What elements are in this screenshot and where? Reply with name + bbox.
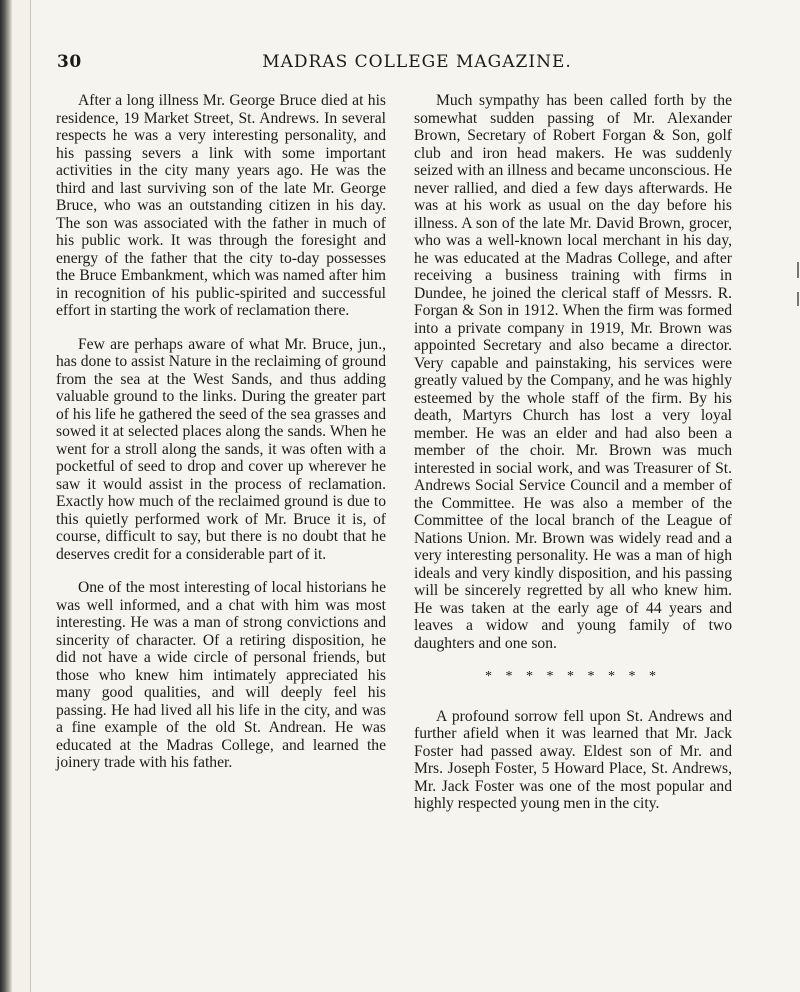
book-binding-edge [0, 0, 12, 992]
page-number: 30 [57, 52, 82, 72]
right-column [414, 92, 732, 829]
obituary-paragraph: Much sympathy has been called forth by the somewhat sudden passing of Mr. Alexander Brown, Secretary of Robert Forgan & Son, golf club and iron head makers. He was suddenly seized with an illness and became unconscious. He never rallied, and died a few days afterwards. He was at his work as usual on the day before his illness. A son of the late Mr. David Brown, grocer, who was a well-known local merchant in his day, he was educated at the Madras College, and after receiving a business training with firms in Dundee, he joined the clerical staff of Messrs. R. Forgan & Son in 1912. When the firm was formed into a private company in 1919, Mr. Brown was appointed Secretary and also became a director. Very capable and painstaking, his services were greatly valued by the Company, and he was highly esteemed by the whole staff of the firm. By his death, Martyrs Church has lost a very loyal member. He was an elder and had also been a member of the choir. Mr. Brown was much interested in social work, and was Treasurer of St. Andrews Social Service Council and a member of the Committee. He was also a member of the Committee of the local branch of the League of Nations Union. Mr. Brown was widely read and a very interesting personality. He was a man of high ideals and very kindly disposition, and his passing will be sincerely regretted by all who knew him. He was taken at the early age of 44 years and leaves a widow and young family of two daughters and one son. [414, 92, 732, 652]
obituary-paragraph: After a long illness Mr. George Bruce died at his residence, 19 Market Street, St. Andrews. In several respects he was a very interesting personality, and his passing severs a link with some important activities in the city many years ago. He was the third and last surviving son of the late Mr. George Bruce, who was an outstanding citizen in his day. The son was associated with the father in much of his public work. It was through the foresight and energy of the father that the city to-day possesses the Bruce Embankment, which was named after him in recognition of his public-spirited and successful effort in starting the work of reclamation there. [56, 92, 386, 319]
page-edge-mark [797, 292, 799, 306]
page-edge-mark [797, 262, 799, 278]
page-header [57, 52, 717, 80]
obituary-paragraph: One of the most interesting of local historians he was well informed, and a chat with him was most interesting. He was a man of strong convictions and sincerity of character. Of a retiring disposition, he did not have a wide circle of personal friends, but those who knew him intimately appreciated his many good qualities, and will deeply feel his passing. He had lived all his life in the city, and was a fine example of the old St. Andrean. He was educated at the Madras College, and learned the joinery trade with his father. [56, 579, 386, 771]
left-column [56, 92, 386, 788]
obituary-paragraph: Few are perhaps aware of what Mr. Bruce, jun., has done to assist Nature in the reclaiming of ground from the sea at the West Sands, and thus adding valuable ground to the links. During the greater part of his life he gathered the seed of the sea grasses and sowed it at selected places along the sands. When he went for a stroll along the sands, it was often with a pocketful of seed to drop and cover up wherever he saw it would assist in the process of reclamation. Exactly how much of the reclaimed ground is due to this quietly performed work of Mr. Bruce it is, of course, difficult to say, but there is no doubt that he deserves credit for a considerable part of it. [56, 335, 386, 563]
section-separator: * * * * * * * * * [485, 669, 661, 684]
obituary-paragraph: A profound sorrow fell upon St. Andrews and further afield when it was learned that Mr. Jack Foster had passed away. Eldest son of Mr. and Mrs. Joseph Foster, 5 Howard Place, St. Andrews, Mr. Jack Foster was one of the most popular and highly respected young men in the city. [414, 707, 732, 812]
running-title: MADRAS COLLEGE MAGAZINE. [262, 52, 572, 72]
